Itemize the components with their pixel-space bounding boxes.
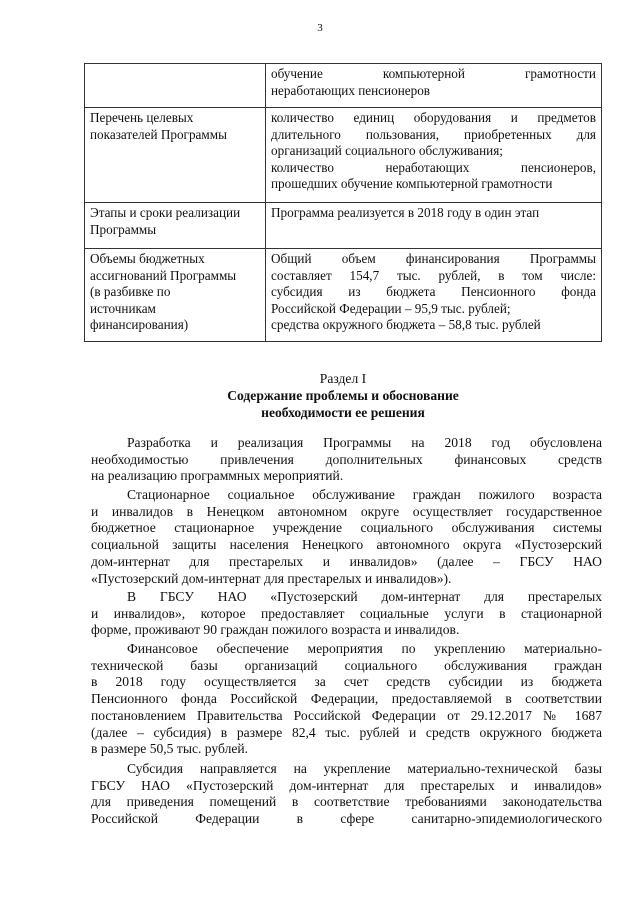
table-label-line: Этапы и сроки реализации — [90, 205, 241, 220]
text-line: (далее – субсидия) в размере 82,4 тыс. рублей и средств окружного бюджета — [91, 724, 602, 740]
section-title-line: необходимости ее решения — [261, 405, 425, 420]
text-line: Субсидия направляется на укрепление материально-технической базы — [127, 761, 602, 776]
table-label-line: ассигнований Программы — [90, 267, 237, 283]
text-line: и инвалидов в Ненецком автономном округе осуществляет государственное — [91, 503, 602, 519]
table-text-line: количество неработающих пенсионеров, — [271, 159, 596, 175]
text-line: Разработка и реализация Программы на 2018 год обусловлена — [127, 435, 602, 450]
text-line: «Пустозерский дом-интернат для престарелых и инвалидов»). — [91, 570, 452, 586]
table-text-line: Российской Федерации – 95,9 тыс. рублей; — [271, 300, 511, 316]
table-text-line: составляет 154,7 тыс. рублей, в том числе: — [271, 267, 596, 283]
table-row — [85, 64, 602, 108]
text-line: бюджетное стационарное учреждение социального обслуживания системы — [91, 520, 602, 536]
table-text-line: обучение компьютерной грамотности — [271, 66, 596, 81]
table-text-line: количество единиц оборудования и предметов — [271, 110, 596, 125]
text-line: ГБСУ НАО «Пустозерский дом-интернат для престарелых и инвалидов» — [91, 777, 602, 793]
text-line: Пенсионного фонда Российской Федерации, предоставляемой в соответствии — [91, 691, 602, 707]
table-label-line: Объемы бюджетных — [90, 251, 205, 266]
table-label-cell — [85, 249, 266, 342]
table-label-line: Программы — [90, 221, 157, 237]
table-label-cell — [85, 108, 266, 203]
text-line: Финансовое обеспечение мероприятия по укреплению материально- — [127, 641, 602, 656]
text-line: в 2018 году осуществляется за счет средств субсидии из бюджета — [91, 674, 602, 690]
paragraph — [91, 589, 602, 639]
text-line: В ГБСУ НАО «Пустозерский дом-интернат для престарелых — [127, 589, 602, 604]
page-number: 3 — [317, 22, 323, 34]
table-label-line: Перечень целевых — [90, 110, 194, 125]
table-value-cell — [266, 203, 602, 249]
table-value-cell — [266, 249, 602, 342]
text-line: форме, проживают 90 граждан пожилого возраста и инвалидов. — [91, 622, 460, 638]
table-value-cell — [266, 64, 602, 108]
section-title-line: Содержание проблемы и обоснование — [227, 388, 459, 403]
table-text-line: субсидия из бюджета Пенсионного фонда — [271, 284, 596, 300]
table-label-line: (в разбивке по — [90, 284, 171, 300]
table-text-line: средства окружного бюджета – 58,8 тыс. рублей — [271, 317, 541, 333]
section-label: Раздел I — [319, 371, 367, 386]
table-row — [85, 249, 602, 342]
text-line: для приведения помещений в соответствие требованиями законодательства — [91, 794, 602, 810]
table-label-cell — [85, 64, 266, 108]
text-line: постановлением Правительства Российской Федерации от 29.12.2017 № 1687 — [91, 707, 602, 723]
table-text-line: организаций социального обслуживания; — [271, 143, 503, 159]
table-label-line: показателей Программы — [90, 126, 227, 142]
paragraph — [91, 487, 602, 587]
text-line: необходимостью привлечения дополнительных финансовых средств — [91, 451, 602, 467]
paragraph — [91, 761, 602, 828]
text-line: социальной защиты населения Ненецкого автономного округа «Пустозерский — [91, 537, 602, 553]
table-text-line: Программа реализуется в 2018 году в один этап — [271, 205, 540, 220]
text-line: на реализацию программных мероприятий. — [91, 468, 344, 484]
paragraph — [91, 435, 602, 485]
text-line: Российской Федерации в сфере санитарно-эпидемиологического — [91, 811, 602, 827]
text-line: Стационарное социальное обслуживание граждан пожилого возраста — [127, 487, 602, 502]
table-text-line: Общий объем финансирования Программы — [271, 251, 596, 266]
text-line: технической базы организаций социального обслуживания граждан — [91, 657, 602, 673]
text-line: в размере 50,5 тыс. рублей. — [91, 741, 249, 757]
text-line: и инвалидов», которое предоставляет социальные услуги в стационарной — [91, 605, 602, 621]
table-text-line: прошедших обучение компьютерной грамотности — [271, 176, 553, 192]
table-label-cell — [85, 203, 266, 249]
paragraph — [91, 641, 602, 758]
program-passport-table — [84, 63, 602, 342]
section-header — [84, 370, 602, 421]
table-row — [85, 203, 602, 249]
text-line: дом-интернат для престарелых и инвалидов» (далее – ГБСУ НАО — [91, 553, 602, 569]
table-value-cell — [266, 108, 602, 203]
table-text-line: длительного пользования, приобретенных для — [271, 126, 596, 142]
table-label-line: источникам — [90, 300, 156, 316]
table-label-line: финансирования) — [90, 317, 189, 333]
table-row — [85, 108, 602, 203]
table-text-line: неработающих пенсионеров — [271, 82, 431, 98]
